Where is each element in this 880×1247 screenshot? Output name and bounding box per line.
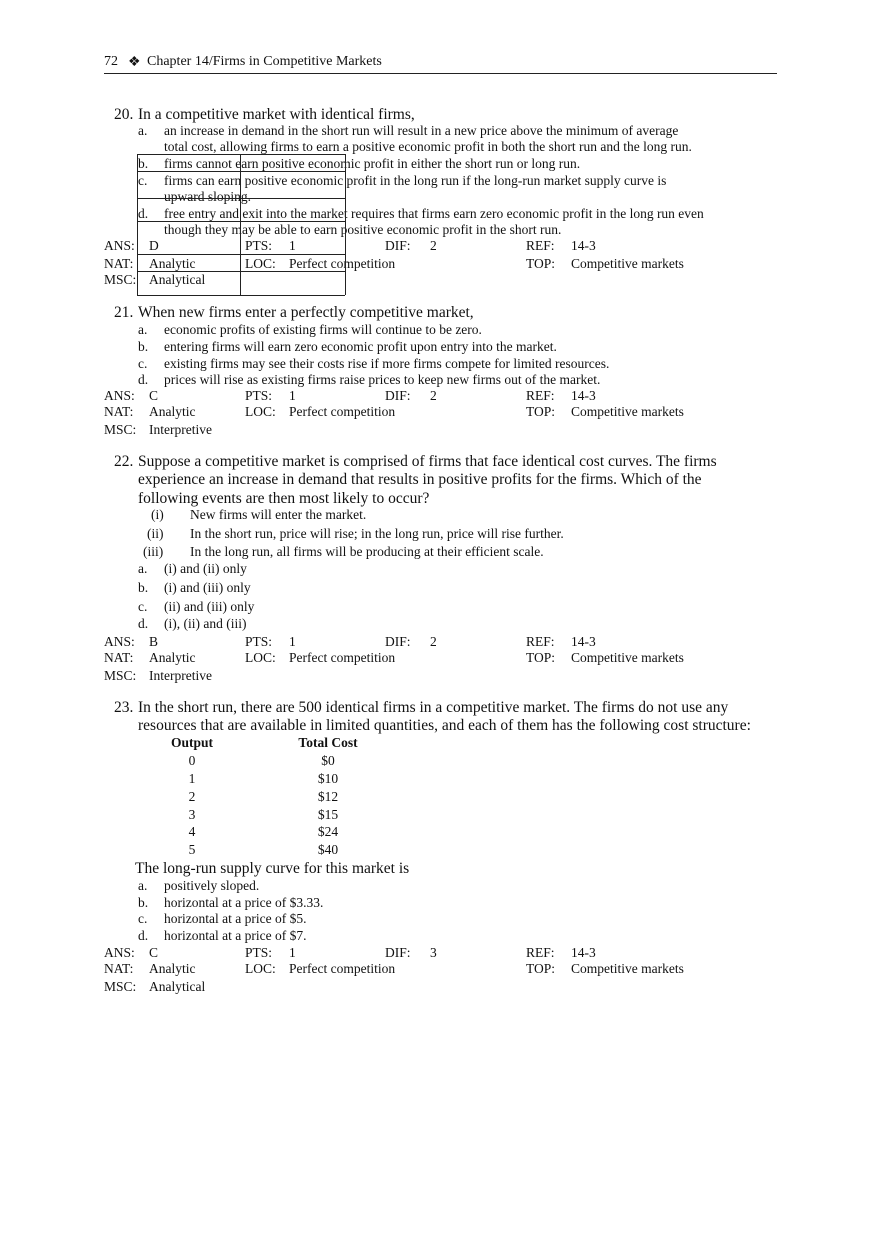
nat-label: NAT: [104,650,134,665]
option-letter: c. [138,173,148,188]
option-text: firms cannot earn positive economic profit in either the short run or long run. [164,156,581,171]
ref-value: 14-3 [571,945,596,960]
grid-line [240,154,241,295]
msc-value: Analytical [149,272,206,287]
table-header-total-cost: Total Cost [298,735,358,750]
chapter-title: Chapter 14/Firms in Competitive Markets [147,54,382,69]
option-letter: c. [138,599,148,614]
table-cell-output: 2 [188,789,196,804]
pts-label: PTS: [245,238,273,253]
loc-value: Perfect competition [289,404,396,419]
table-cell-cost: $12 [317,789,339,804]
question-stem: experience an increase in demand that results in positive profits for the firms. Which of the [138,471,702,488]
table-cell-cost: $0 [321,753,335,768]
top-value: Competitive markets [571,650,684,665]
option-letter: b. [138,580,149,595]
option-text: horizontal at a price of $7. [164,928,307,943]
grid-line [137,221,345,222]
question-stem: resources that are available in limited quantities, and each of them has the following cost structure: [138,717,751,734]
ans-value: D [149,238,159,253]
table-cell-cost: $24 [317,824,339,839]
grid-line [137,271,345,272]
top-label: TOP: [526,256,556,271]
question-number: 21. [114,304,134,321]
dif-value: 2 [430,634,437,649]
top-value: Competitive markets [571,404,684,419]
loc-label: LOC: [245,404,276,419]
ref-label: REF: [526,388,555,403]
ref-label: REF: [526,945,555,960]
option-text: though they may be able to earn positive economic profit in the short run. [164,222,562,237]
option-text: economic profits of existing firms will continue to be zero. [164,322,482,337]
grid-line [137,154,345,155]
option-letter: d. [138,616,149,631]
table-cell-output: 1 [188,771,196,786]
option-letter: b. [138,156,149,171]
table-cell-cost: $15 [317,807,339,822]
table-cell-output: 4 [188,824,196,839]
ans-value: C [149,945,159,960]
option-letter: d. [138,372,149,387]
option-text: an increase in demand in the short run will result in a new price above the minimum of average [164,123,679,138]
option-letter: b. [138,895,149,910]
option-letter: a. [138,322,148,337]
top-label: TOP: [526,961,556,976]
option-text: horizontal at a price of $3.33. [164,895,324,910]
option-letter: c. [138,911,148,926]
option-text: prices will rise as existing firms raise prices to keep new firms out of the market. [164,372,601,387]
top-label: TOP: [526,404,556,419]
table-cell-output: 0 [188,753,196,768]
msc-value: Interpretive [149,422,212,437]
grid-line [345,154,346,295]
pts-label: PTS: [245,634,273,649]
event-number: (iii) [143,544,164,559]
option-letter: a. [138,878,148,893]
dif-label: DIF: [385,634,411,649]
option-text: (ii) and (iii) only [164,599,255,614]
loc-value: Perfect competition [289,961,396,976]
follow-up-stem: The long-run supply curve for this market is [135,860,410,877]
option-text: firms can earn positive economic profit in the long run if the long-run market supply curve is [164,173,667,188]
option-text: horizontal at a price of $5. [164,911,307,926]
nat-value: Analytic [149,961,196,976]
dif-label: DIF: [385,388,411,403]
grid-line [137,154,138,295]
pts-value: 1 [289,945,296,960]
dif-label: DIF: [385,945,411,960]
loc-value: Perfect competition [289,650,396,665]
ref-value: 14-3 [571,634,596,649]
nat-value: Analytic [149,256,196,271]
header-diamond-icon: ❖ [128,55,141,70]
table-cell-output: 3 [188,807,196,822]
event-text: New firms will enter the market. [190,507,367,522]
loc-value: Perfect competition [289,256,396,271]
top-label: TOP: [526,650,556,665]
pts-label: PTS: [245,945,273,960]
option-letter: c. [138,356,148,371]
msc-label: MSC: [104,422,137,437]
option-text: (i) and (ii) only [164,561,247,576]
top-value: Competitive markets [571,256,684,271]
table-cell-output: 5 [188,842,196,857]
dif-label: DIF: [385,238,411,253]
grid-line [137,171,345,172]
running-header [104,53,777,74]
ans-value: C [149,388,159,403]
grid-line [137,295,345,296]
question-stem: Suppose a competitive market is comprised of firms that face identical cost curves. The firms [138,453,717,470]
question-stem: In a competitive market with identical firms, [138,106,415,123]
nat-label: NAT: [104,961,134,976]
option-letter: a. [138,123,148,138]
question-stem: following events are then most likely to occur? [138,490,430,507]
nat-label: NAT: [104,256,134,271]
nat-label: NAT: [104,404,134,419]
pts-value: 1 [289,238,296,253]
option-letter: d. [138,206,149,221]
pts-value: 1 [289,388,296,403]
ref-label: REF: [526,634,555,649]
option-letter: a. [138,561,148,576]
loc-label: LOC: [245,650,276,665]
question-stem: When new firms enter a perfectly competitive market, [138,304,474,321]
msc-value: Interpretive [149,668,212,683]
table-cell-cost: $10 [317,771,339,786]
pts-label: PTS: [245,388,273,403]
table-header-output: Output [170,735,214,750]
msc-label: MSC: [104,272,137,287]
dif-value: 3 [430,945,437,960]
nat-value: Analytic [149,404,196,419]
ref-label: REF: [526,238,555,253]
ans-label: ANS: [104,388,135,403]
page-number: 72 [104,54,118,69]
question-number: 23. [114,699,134,716]
option-text: free entry and exit into the market requires that firms earn zero economic profit in the long run even [164,206,704,221]
pts-value: 1 [289,634,296,649]
option-text: positively sloped. [164,878,260,893]
event-text: In the short run, price will rise; in the long run, price will rise further. [190,526,564,541]
event-number: (ii) [147,526,164,541]
option-text: total cost, allowing firms to earn a positive economic profit in both the short run and the long run. [164,139,692,154]
loc-label: LOC: [245,961,276,976]
table-cell-cost: $40 [317,842,339,857]
question-number: 20. [114,106,134,123]
msc-value: Analytical [149,979,206,994]
msc-label: MSC: [104,668,137,683]
dif-value: 2 [430,238,437,253]
option-letter: b. [138,339,149,354]
option-letter: d. [138,928,149,943]
ans-value: B [149,634,159,649]
option-text: entering firms will earn zero economic profit upon entry into the market. [164,339,557,354]
ans-label: ANS: [104,945,135,960]
msc-label: MSC: [104,979,137,994]
grid-line [137,198,345,199]
dif-value: 2 [430,388,437,403]
question-number: 22. [114,453,134,470]
question-stem: In the short run, there are 500 identical firms in a competitive market. The firms do not use any [138,699,729,716]
event-number: (i) [151,507,164,522]
ref-value: 14-3 [571,238,596,253]
ans-label: ANS: [104,634,135,649]
top-value: Competitive markets [571,961,684,976]
option-text: upward sloping. [164,189,251,204]
loc-label: LOC: [245,256,276,271]
ref-value: 14-3 [571,388,596,403]
ans-label: ANS: [104,238,135,253]
event-text: In the long run, all firms will be producing at their efficient scale. [190,544,544,559]
grid-line [137,254,345,255]
option-text: existing firms may see their costs rise if more firms compete for limited resources. [164,356,610,371]
option-text: (i), (ii) and (iii) [164,616,247,631]
nat-value: Analytic [149,650,196,665]
option-text: (i) and (iii) only [164,580,251,595]
